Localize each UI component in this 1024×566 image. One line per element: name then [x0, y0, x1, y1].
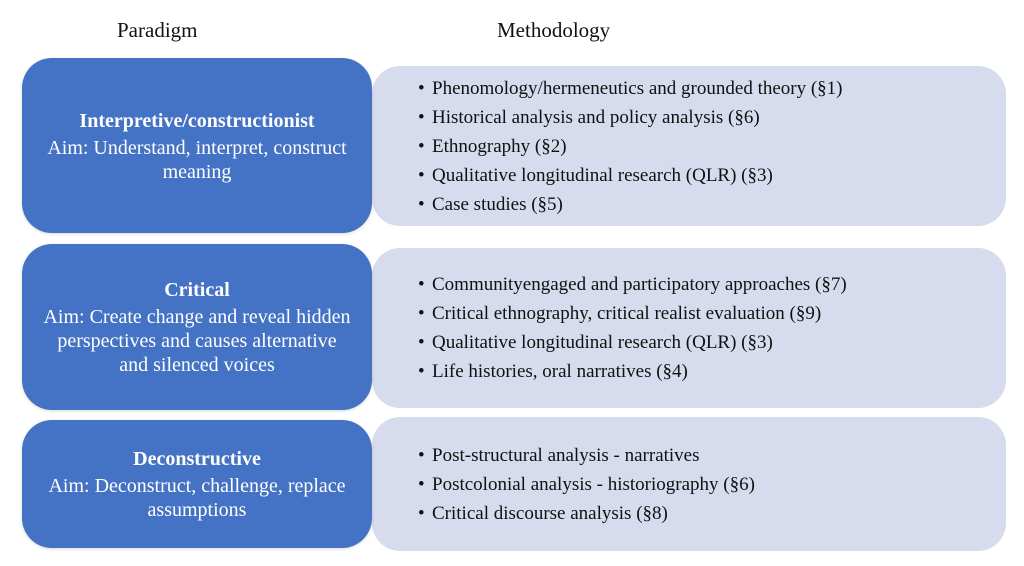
paradigm-column-header: Paradigm — [117, 18, 198, 42]
methodology-item — [418, 190, 1006, 219]
methodology-item-text: Post-structural analysis - narratives — [432, 444, 700, 466]
paradigm-aim: Aim: Deconstruct, challenge, replace assumptions — [48, 475, 346, 521]
bullet-icon: • — [418, 473, 425, 495]
bullet-icon: • — [418, 164, 425, 186]
paradigm-title: Interpretive/constructionist — [79, 109, 315, 132]
methodology-item-text: Qualitative longitudinal research (QLR) (§3) — [432, 164, 773, 186]
methodology-item — [418, 132, 1006, 161]
methodology-item — [418, 328, 1006, 357]
methodology-item-text: Case studies (§5) — [432, 193, 563, 215]
paradigm-title: Critical — [164, 279, 230, 301]
methodology-item — [418, 74, 1006, 103]
methodology-item-text: Critical ethnography, critical realist evaluation (§9) — [432, 303, 822, 324]
methodology-item-text: Historical analysis and policy analysis (§6) — [432, 106, 760, 128]
methodology-box — [372, 417, 1006, 551]
methodology-item-text: Critical discourse analysis (§8) — [432, 502, 668, 524]
methodology-column-header: Methodology — [497, 18, 611, 42]
bullet-icon: • — [418, 332, 425, 353]
bullet-icon: • — [418, 106, 425, 128]
methodology-item — [418, 270, 1006, 299]
bullet-icon: • — [418, 77, 425, 99]
methodology-item-text: Communityengaged and participatory approaches (§7) — [432, 274, 847, 295]
methodology-item-text: Phenomology/hermeneutics and grounded theory (§1) — [432, 77, 843, 99]
paradigm-box — [22, 58, 372, 233]
bullet-icon: • — [418, 303, 425, 324]
bullet-icon: • — [418, 193, 425, 215]
methodology-item — [418, 161, 1006, 190]
bullet-icon: • — [418, 444, 425, 466]
paradigm-box — [22, 244, 372, 410]
methodology-item-text: Life histories, oral narratives (§4) — [432, 361, 688, 382]
paradigm-title: Deconstructive — [133, 448, 261, 470]
bullet-icon: • — [418, 361, 425, 382]
methodology-item-text: Postcolonial analysis - historiography (§6) — [432, 473, 755, 495]
bullet-icon: • — [418, 135, 425, 157]
methodology-item — [418, 470, 1006, 499]
methodology-item — [418, 441, 1006, 470]
methodology-item — [418, 299, 1006, 328]
bullet-icon: • — [418, 502, 425, 524]
bullet-icon: • — [418, 274, 425, 295]
methodology-box — [372, 66, 1006, 226]
paradigm-aim: Aim: Create change and reveal hidden perspectives and causes alternative and silenced voices — [43, 306, 351, 376]
methodology-item-text: Ethnography (§2) — [432, 135, 567, 157]
methodology-item — [418, 499, 1006, 528]
methodology-item — [418, 103, 1006, 132]
methodology-item-text: Qualitative longitudinal research (QLR) (§3) — [432, 332, 773, 353]
methodology-box — [372, 248, 1006, 408]
methodology-item — [418, 357, 1006, 386]
paradigm-aim: Aim: Understand, interpret, construct meaning — [47, 136, 347, 183]
paradigm-box — [22, 420, 372, 548]
